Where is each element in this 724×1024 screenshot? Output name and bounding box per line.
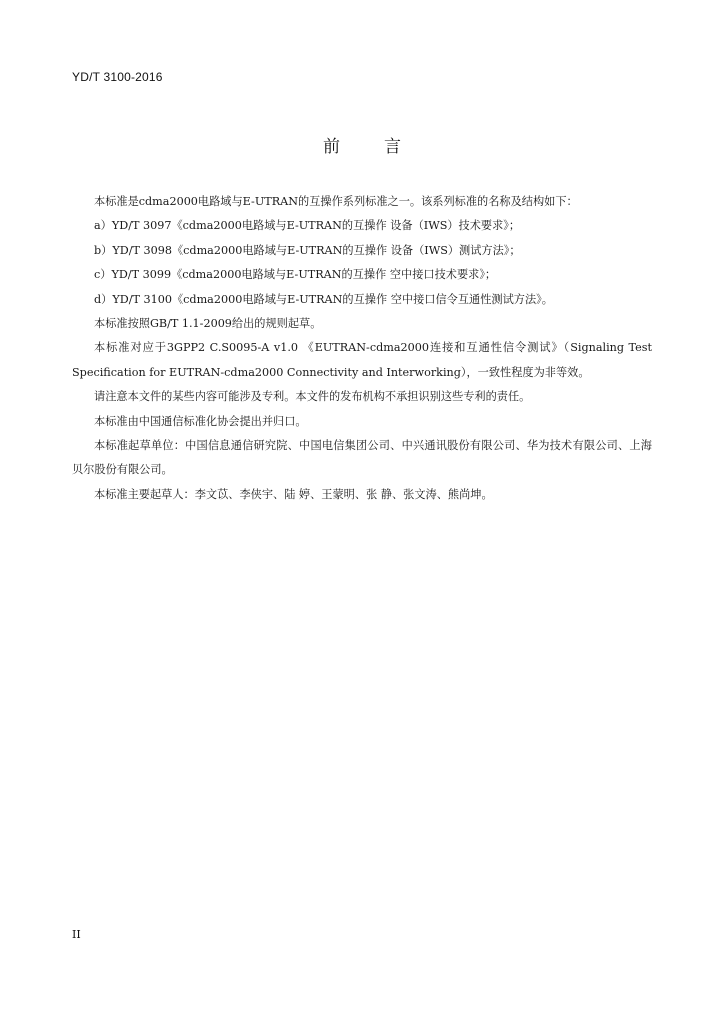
paragraph-proposer: 本标准由中国通信标准化协会提出并归口。	[94, 414, 307, 428]
paragraph-drafting-units: 本标准起草单位：中国信息通信研究院、中国电信集团公司、中兴通讯股份有限公司、华为技术有限公司、上海贝尔股份有限公司。	[72, 439, 652, 477]
document-code: YD/T 3100-2016	[72, 70, 163, 84]
paragraph-drafters: 本标准主要起草人：李文苡、李侠宇、陆 婷、王蒙明、张 静、张文涛、熊尚坤。	[94, 487, 493, 501]
paragraph-intro: 本标准是cdma2000电路域与E-UTRAN的互操作系列标准之一。该系列标准的名称及结构如下：	[94, 195, 578, 208]
page-title	[0, 132, 724, 157]
list-item-a: a）YD/T 3097《cdma2000电路域与E-UTRAN的互操作 设备（IWS）技术要求》；	[94, 219, 521, 233]
paragraph-correspondence: 本标准对应于3GPP2 C.S0095-A v1.0 《EUTRAN-cdma2000连接和互通性信令测试》（Signaling Test Specification for EUTRAN-cdma2000 Connectivity and Interworking），一致性程度为非等效。	[72, 341, 652, 379]
page-title-char-2: 言	[384, 137, 401, 157]
list-item-d: d）YD/T 3100《cdma2000电路域与E-UTRAN的互操作 空中接口信令互通性测试方法》。	[94, 292, 553, 306]
page-number: II	[72, 928, 81, 941]
page-title-char-1: 前	[323, 137, 340, 157]
list-item-b: b）YD/T 3098《cdma2000电路域与E-UTRAN的互操作 设备（IWS）测试方法》；	[94, 243, 521, 257]
foreword-body	[72, 190, 652, 507]
paragraph-drafting-rules: 本标准按照GB/T 1.1-2009给出的规则起草。	[94, 317, 322, 331]
paragraph-patent-notice: 请注意本文件的某些内容可能涉及专利。本文件的发布机构不承担识别这些专利的责任。	[94, 390, 531, 404]
list-item-c: c）YD/T 3099《cdma2000电路域与E-UTRAN的互操作 空中接口技术要求》；	[94, 268, 497, 282]
